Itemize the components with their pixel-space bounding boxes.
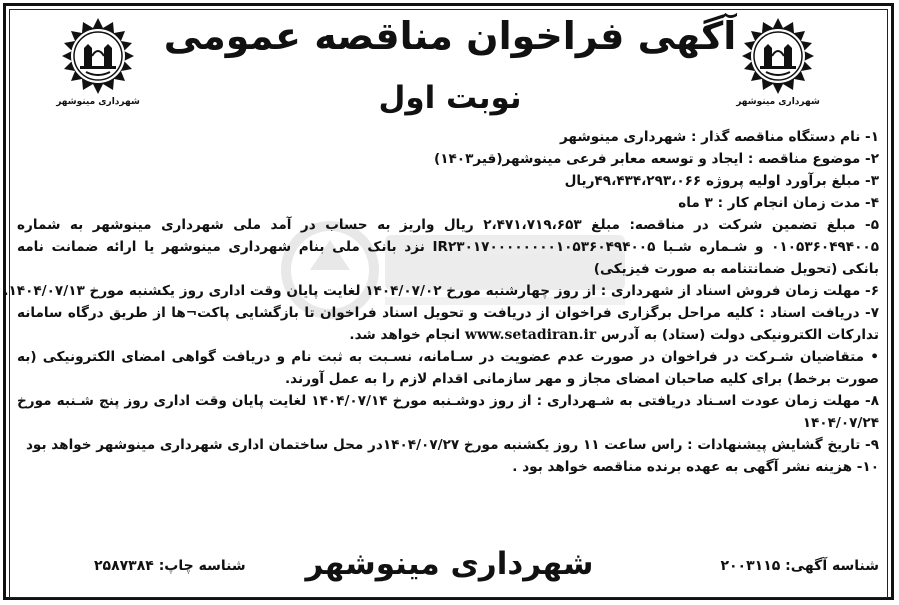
tender-items <box>3 126 879 478</box>
item-1: ۱- نام دستگاه مناقصه گذار : شهرداری مینوشهر <box>559 129 879 145</box>
item-5: ۵- مبلغ تضمین شرکت در مناقصه: مبلغ ۲،۴۷۱،۷۱۹،۶۵۳ ریال واریز به حساب در آمد ملی شهرداری مینوشهر به شماره ۰۱۰۵۳۶۰۴۹۴۰۰۵ و شـماره شـبا IR۲۳۰۱۷۰۰۰۰۰۰۰۰۱۰۵۳۶۰۴۹۴۰۰۵ نزد بانک ملی بنام شهرداری مینوشهر یا ارائه ضمانت نامه بانکی (تحویل ضمانتنامه به صورت فیزیکی) <box>17 217 879 277</box>
municipality-emblem-icon <box>738 16 818 96</box>
item-7 <box>17 302 879 346</box>
item-4: ۴- مدت زمان انجام کار : ۳ ماه <box>678 195 879 211</box>
logo-caption: شهرداری مینوشهر <box>56 97 140 107</box>
item-2: ۲- موضوع مناقصه : ایجاد و توسعه معابر فرعی مینوشهر(قیر۱۴۰۳) <box>433 151 879 167</box>
item-6: ۶- مهلت زمان فروش اسناد از شهرداری : از روز چهارشنبه مورخ ۱۴۰۴/۰۷/۰۲ لغایت پایان وقت اداری روز یکشنبه مورخ ۱۴۰۴/۰۷/۱۳. <box>3 283 879 299</box>
item-9: ۹- تاریخ گشایش پیشنهادات : راس ساعت ۱۱ روز یکشنبه مورخ ۱۴۰۴/۰۷/۲۷در محل ساختمان اداری شهرداری مینوشهر خواهد بود <box>25 437 879 453</box>
logo-caption: شهرداری مینوشهر <box>736 97 820 107</box>
municipality-emblem-icon <box>58 16 138 96</box>
item-8: ۸- مهلت زمان عودت اسـناد دریافتی به شـهرداری : از روز دوشـنبه مورخ ۱۴۰۴/۰۷/۱۴ لغایت پایان وقت اداری روز پنج شـنبه مورخ ۱۴۰۴/۰۷/۲۴ <box>17 393 879 431</box>
municipality-logo-left <box>55 16 141 114</box>
setad-url-link[interactable]: www.setadiran.ir <box>464 327 597 343</box>
footer <box>20 544 879 590</box>
item-7-text: ۷- دریافت اسناد : کلیه مراحل برگزاری فراخوان از دریافت و تحویل اسناد فراخوان تا بازگشایی پاکت¬ها از طریق درگاه سامانه تدارکات الکترونیکی دولت (ستاد) به آدرس <box>17 305 879 343</box>
organization-name: شهرداری مینوشهر <box>305 546 594 582</box>
ad-id: شناسه آگهی: ۲۰۰۳۱۱۵ <box>720 558 879 574</box>
page-title: آگهی فراخوان مناقصه عمومی <box>163 14 737 58</box>
applicants-note: • متقاضیان شـرکت در فراخوان در صورت عدم عضویت در سـامانه، نسـبت به ثبت نام و دریافت گواهی امضای الکترونیکی (به صورت برخط) برای کلیه صاحبان امضای مجاز و مهر سازمانی اقدام لازم را به عمل آورند. <box>17 349 879 387</box>
page-subtitle: نوبت اول <box>378 80 522 116</box>
item-3: ۳- مبلغ برآورد اولیه پروژه ۴۹،۴۳۴،۲۹۳،۰۶۶ریال <box>564 173 879 189</box>
item-10: ۱۰- هزینه نشر آگهی به عهده برنده مناقصه خواهد بود . <box>512 459 879 475</box>
item-7-tail: انجام خواهد شد. <box>349 327 461 343</box>
print-id: شناسه چاپ: ۲۵۸۷۳۸۴ <box>94 558 246 574</box>
